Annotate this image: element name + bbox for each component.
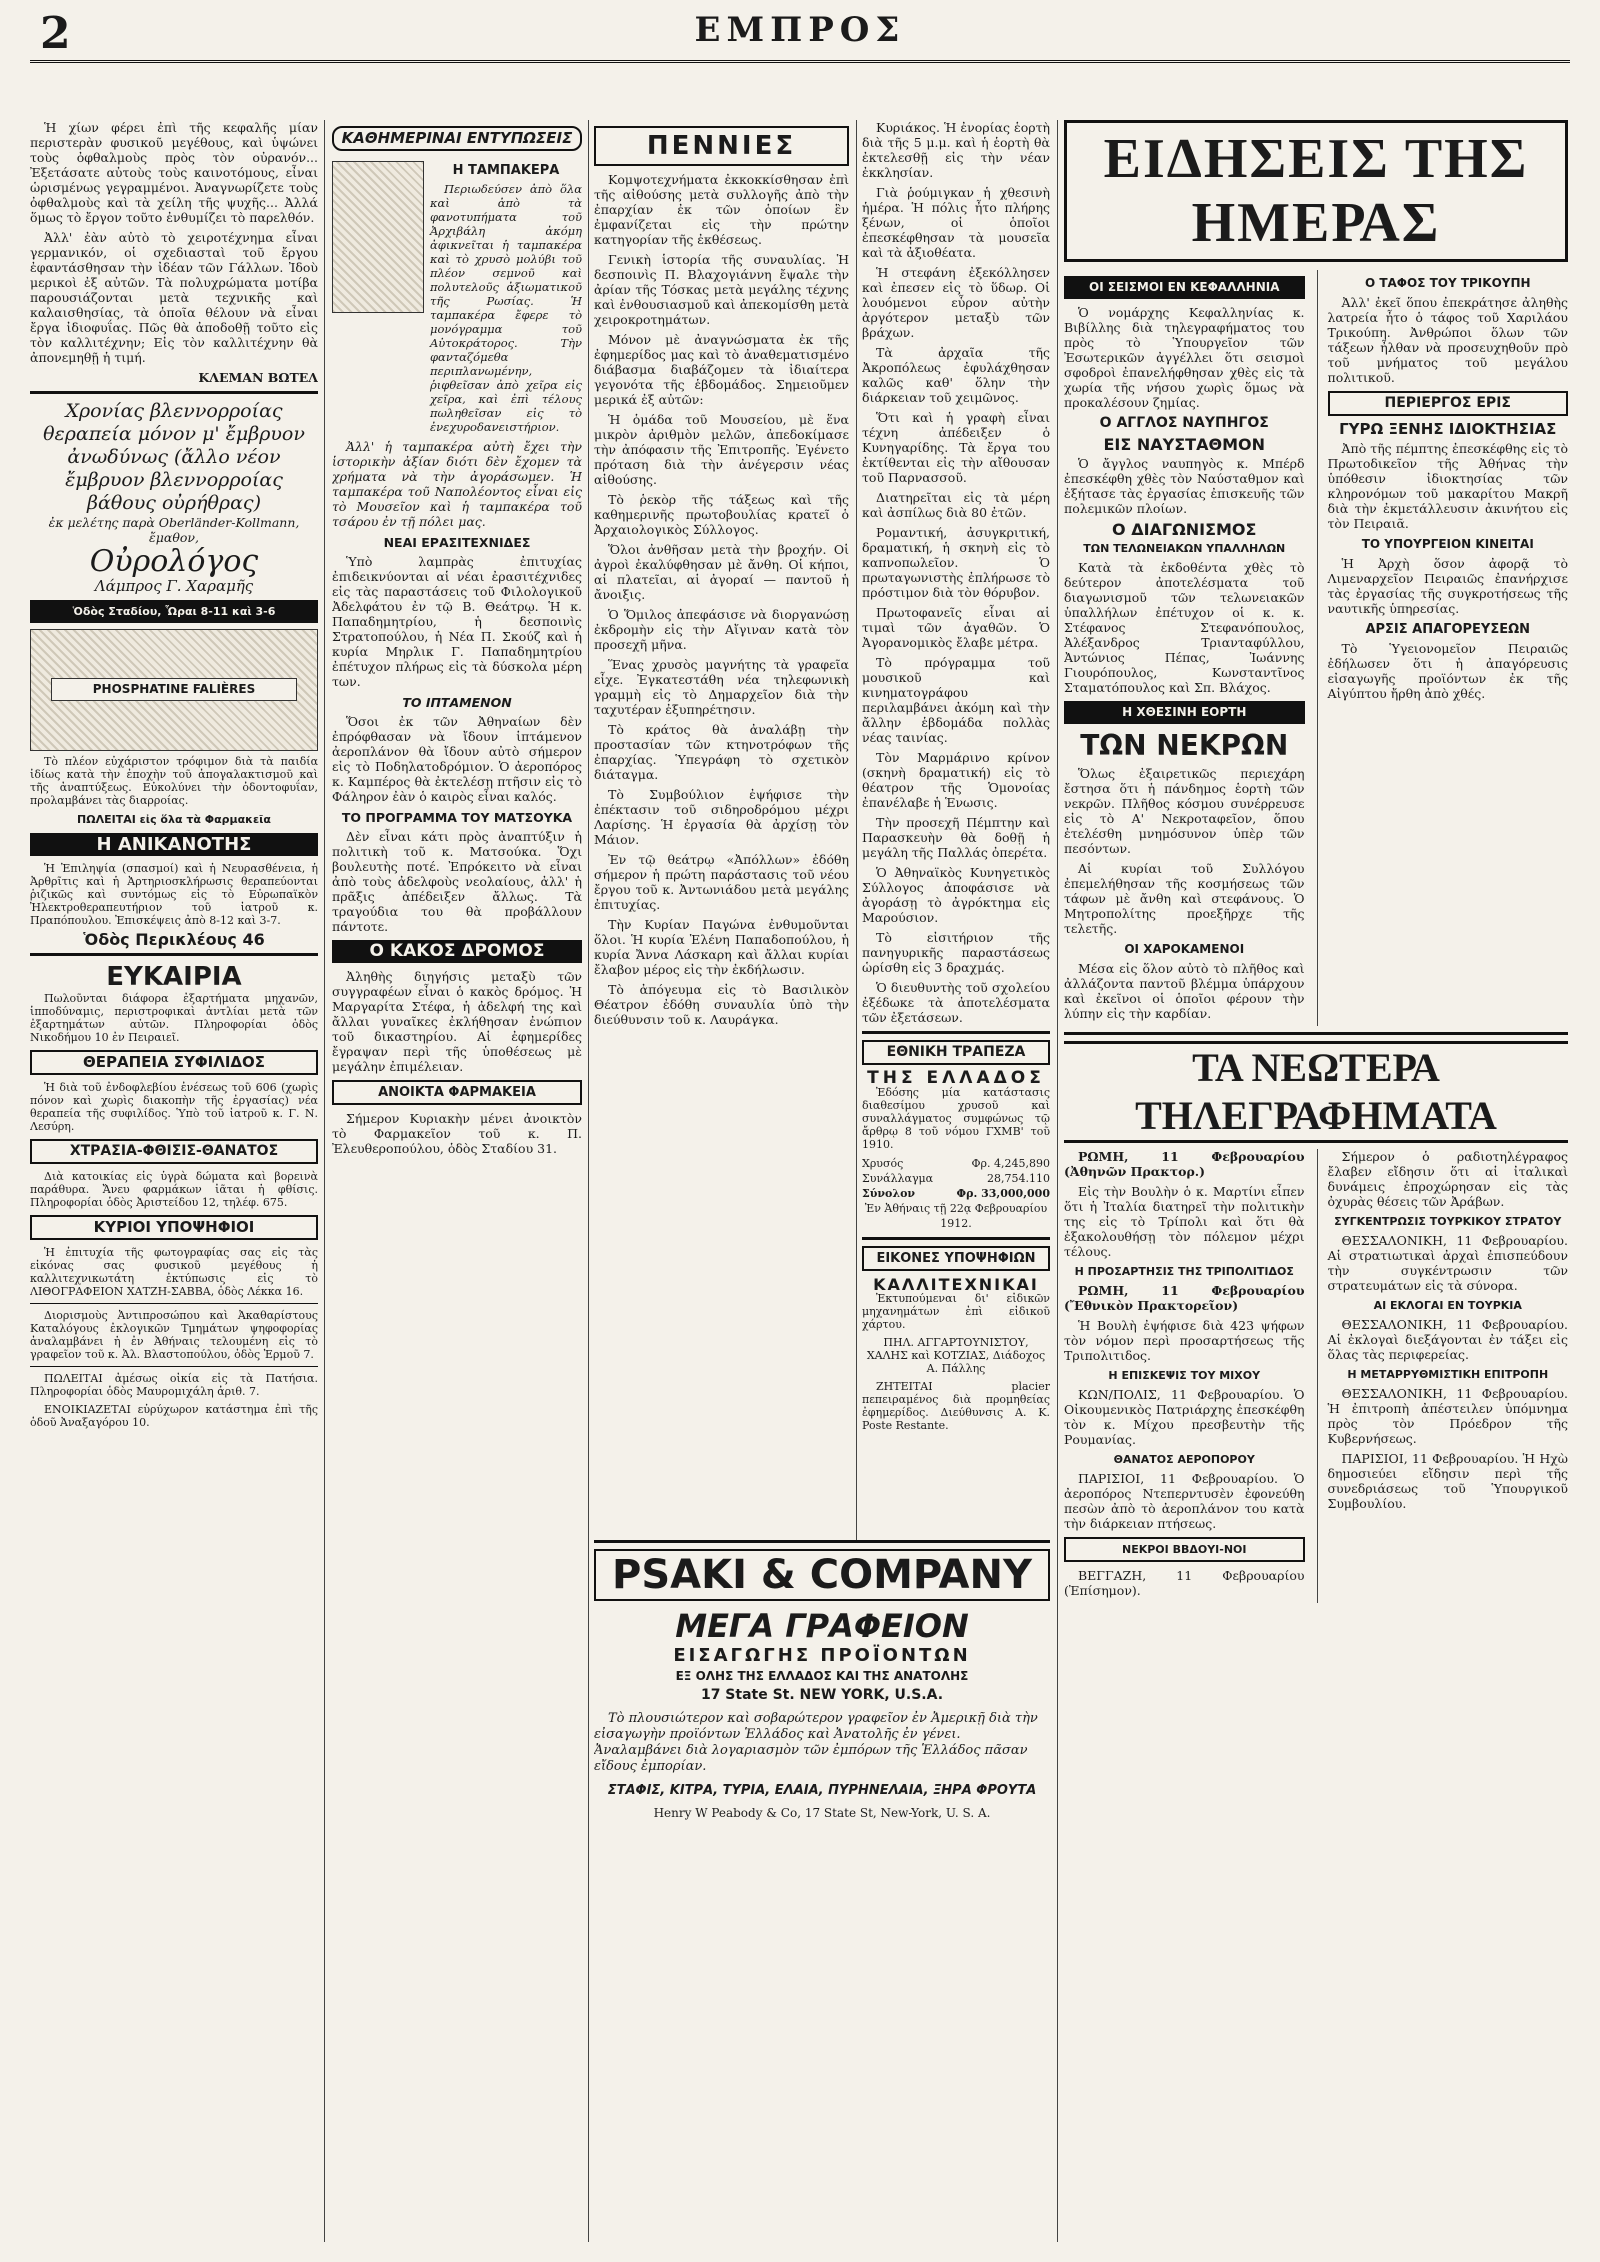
article-paragraph: Ἀλλ' ἐκεῖ ὅπου ἐπεκράτησε ἀληθὴς λατρεία ἦτο ὁ τάφος τοῦ Χαριλάου Τρικούπη. Ἀνθρώποι ὅλων τῶν τάξεων ἦλθαν νὰ προσευχηθοῦν πρὸ τοῦ μνήματος τοῦ μεγάλου πολιτικοῦ.: [1327, 295, 1568, 385]
bank-date: Ἐν Ἀθήναις τῇ 22ᾳ Φεβρουαρίου 1912.: [864, 1202, 1048, 1230]
article-paragraph: Ὁ ἄγγλος ναυπηγὸς κ. Μπέρδ ἐπεσκέφθη χθὲς τὸν Ναύσταθμον καὶ ἐξήτασε τὰς ἐργασίας ἐπισκευῆς τῶν πολεμικῶν πλοίων.: [1064, 456, 1305, 516]
article-paragraph: Ἀπὸ τῆς πέμπτης ἐπεσκέφθης εἰς τὸ Πρωτοδικεῖον τῆς Ἀθήνας τὴν ὑπόθεσιν ἰδιοκτησίας τῶν κληρονόμων τοῦ μακαρίτου Μακρῆ διὰ τὴν ἐκμετάλλευσιν ἀκινήτου εἰς τὸν Πειραιᾶ.: [1327, 441, 1568, 531]
article-paragraph: Κατὰ τὰ ἐκδοθέντα χθὲς τὸ δεύτερον ἀποτελέσματα τοῦ διαγωνισμοῦ τῶν τελωνειακῶν ὑπαλλήλων ἐπέτυχον οἱ κ. κ. Στέφανος Στεφανόπουλος, Ἀλέξανδρος Τριανταφύλλου, Ἀντώνιος Πέπας, Ἰωάννης Γιουρόπουλος, Κωνσταντῖνος Σταματόπουλος καὶ Σπ. Βλάχος.: [1064, 560, 1305, 695]
bank-row: [862, 1171, 1050, 1186]
telegram-text: Ἡ Βουλὴ ἐψήφισε διὰ 423 ψήφων τὸν νόμον περὶ προσαρτήσεως τῆς Τριπολιτιδος.: [1064, 1318, 1305, 1363]
article-headline: Ο ΤΑΦΟΣ ΤΟΥ ΤΡΙΚΟΥΠΗ: [1364, 276, 1531, 290]
article-subheadline: ΤΩΝ ΝΕΚΡΩΝ: [1080, 729, 1289, 762]
telegram-dateline: ΡΩΜΗ, 11 Φεβρουαρίου (Ἀθηνῶν Πρακτορ.): [1064, 1149, 1305, 1179]
news-subcolumn: [1064, 270, 1305, 1026]
psaki-advertisement: [594, 1540, 1050, 2243]
telegram-headline: Η ΜΕΤΑΡΡΥΘΜΙΣΤΙΚΗ ΕΠΙΤΡΟΠΗ: [1347, 1368, 1549, 1381]
article-paragraph: Ἡ χίων φέρει ἐπὶ τῆς κεφαλῆς μίαν περιστερὰν φυσικοῦ μεγέθους, καὶ ὑψώνει τοὺς ὀφθαλμοὺς πρὸς τὸν οὐρανόν... Ἐξετάσατε αὐτοὺς τοὺς καινοτόμους, εἶναι ὡρισμένως γεγραμμένοι. Ἀναγνωρίζετε τοὺς ὀφθαλμοὺς καὶ τὰ χείλη τῆς ψυχῆς... Ἀλλά ὅμως τὸ ἔργον τοῦτο ἐνθυμίζει τὸ παρελθόν.: [30, 120, 318, 225]
news-item: Διατηρεῖται εἰς τὰ μέρη καὶ ἀσπίλως διὰ 80 ἐτῶν.: [862, 490, 1050, 520]
ad-goods: ΣΤΑΦΙΣ, ΚΙΤΡΑ, ΤΥΡΙΑ, ΕΛΑΙΑ, ΠΥΡΗΝΕΛΑΙΑ, ΞΗΡΑ ΦΡΟΥΤΑ: [607, 1783, 1037, 1798]
divider: [1064, 1032, 1568, 1035]
article-headline: Η ΤΑΜΠΑΚΕΡΑ: [452, 163, 560, 178]
telegram-text: Σήμερον ὁ ραδιοτηλέγραφος ἔλαβεν εἴδησιν ὅτι αἱ ἰταλικαὶ δυνάμεις ἐπροχώρησαν εἰς τὰς ὀχυρὰς θέσεις τῶν Ἀράβων.: [1327, 1149, 1568, 1209]
news-item: Ἕνας χρυσὸς μαγνήτης τὰ γραφεῖα εἶχε. Ἐγκατεστάθη νέα τηλεφωνικὴ γραμμὴ εἰς τὸ Δημαρχεῖον διὰ τὴν ταχυτέραν ἐξυπηρέτησιν.: [594, 657, 849, 717]
bank-text: Ἐδόσης μία κατάστασις διαθεσίμου χρυσοῦ καὶ συναλλάγματος συμφώνως τῷ ἄρθρῳ 8 τοῦ νόμου ΓΧΜΒ' τοῦ 1910.: [862, 1086, 1050, 1151]
bank-row-label: Σύνολον: [862, 1187, 916, 1200]
news-item: Ρομαντική, ἀσυγκριτική, δραματική, ἡ σκηνὴ εἰς τὸ καπνοπωλεῖον. Ὁ πρωταγωνιστὴς ἐπλήρωσε τὸ πρόστιμον διὰ τὸν θόρυβον.: [862, 525, 1050, 600]
column-rule: [1057, 120, 1058, 2242]
ad-subheadline: ΕΙΣΑΓΩΓΗΣ ΠΡΟΪΟΝΤΩΝ: [673, 1645, 971, 1666]
phosphatine-illustration: [30, 629, 318, 751]
divider: [30, 1366, 318, 1367]
ad-text: Διὰ κατοικίας εἰς ὑγρὰ δώματα καὶ βορεινὰ παράθυρα. Ἄνευ φαρμάκων ἰᾶται ἡ φθίσις. Πληροφορίαι ὁδὸς Ἀριστείδου 12, τηλέφ. 675.: [30, 1170, 318, 1209]
news-item: Κυριάκος. Ἡ ἐνορίας ἑορτὴ διὰ τῆς 5 μ.μ. καὶ ἡ ἑορτὴ θὰ ἐκτελεσθῇ εἰς τὴν νέαν ἐκκλησίαν.: [862, 120, 1050, 180]
ad-text: ΖΗΤΕΙΤΑΙ placier πεπειραμένος διὰ προμηθείας ἐφημερίδος. Διεύθυνσις Α. Κ. Poste Restante.: [862, 1380, 1050, 1432]
news-item: Τὴν Κυρίαν Παγώνα ἐνθυμοῦνται ὅλοι. Ἡ κυρία Ἑλένη Παπαδοπούλου, ἡ κυρία Ἄννα Λάσκαρη καὶ ἄλλαι κυρίαι ἔλαβον μέρος εἰς τὴν ἐκδήλωσιν.: [594, 917, 849, 977]
bank-row-value: Φρ. 33,000,000: [956, 1187, 1050, 1200]
article-headline: ΑΡΣΙΣ ΑΠΑΓΟΡΕΥΣΕΩΝ: [1365, 622, 1531, 637]
telegrams-title: ΤΑ ΝΕΩΤΕΡΑ ΤΗΛΕΓΡΑΦΗΜΑΤΑ: [1064, 1041, 1568, 1143]
divider: [862, 1237, 1050, 1240]
ad-text: Ἡ ἐπιτυχία τῆς φωτογραφίας σας εἰς τὰς εἰκόνας σας φυσικοῦ μεγέθους ἡ καλλιτεχνικωτάτη ἐκτύπωσις εἰς τὸ ΛΙΘΟΓΡΑΦΕΙΟΝ ΧΑΤΖΗ-ΣΑΒΒΑ, ὁδὸς Λέκκα 16.: [30, 1246, 318, 1298]
news-subcolumn: [1317, 270, 1569, 1026]
ad-headline: ΜΕΓΑ ΓΡΑΦΕΙΟΝ: [675, 1607, 969, 1645]
ad-headline: ΧΤΡΑΣΙΑ-ΦΘΙΣΙΣ-ΘΑΝΑΤΟΣ: [30, 1139, 318, 1164]
column-1: [30, 120, 318, 2242]
telegram-headline: ΑΙ ΕΚΛΟΓΑΙ ΕΝ ΤΟΥΡΚΙΑ: [1373, 1299, 1522, 1312]
telegram-text: ΒΕΓΓΑΖΗ, 11 Φεβρουαρίου (Ἐπίσημον).: [1064, 1568, 1305, 1598]
article-paragraph: Περιωδεύσεν ἀπὸ ὅλα καὶ ἀπὸ τὰ φανοτυπήματα τοῦ Ἀρχιβάλη ἀκόμη ἀφικνεῖται ἡ ταμπακέρα καὶ τὸ χρυσὸ μολύβι τοῦ πλέον σεμνοῦ καὶ πολυτελοῦς ἀξιωματικοῦ τῆς Ρωσίας. Ἡ ταμπακέρα ἔφερε τὸ μονόγραμμα τοῦ Αὐτοκράτορος. Τὴν φανταζόμεθα περιπλανωμένην, ῥιφθεῖσαν ἀπὸ χεῖρα εἰς χεῖρα, καὶ ἐπὶ τέλους πωληθεῖσαν εἰς τὸ ἐνεχυροδανειστήριον.: [430, 182, 582, 434]
telegram-text: ΠΑΡΙΣΙΟΙ, 11 Φεβρουαρίου. Ὁ ἀεροπόρος Ντεπερντυσὲν ἐφονεύθη πεσὼν ἀπὸ τὸ ἀεροπλάνον του κατὰ τὴν διάρκειαν πτήσεως.: [1064, 1471, 1305, 1531]
newspaper-name: ΕΜΠΡΟΣ: [694, 10, 906, 50]
divider: [30, 1303, 318, 1304]
news-item: Γενικὴ ἱστορία τῆς συναυλίας. Ἡ δεσποινὶς Π. Βλαχογιάννη ἔψαλε τὴν ἀρίαν τῆς Τόσκας μετὰ μεγάλης τέχνης καὶ ἐνθουσιασμοῦ καὶ ἀπεκομίσθη μετὰ χειροκροτημάτων.: [594, 252, 849, 327]
divider: [30, 953, 318, 956]
news-item: Τὸ πρόγραμμα τοῦ μουσικοῦ καὶ κινηματογράφου περιλαμβάνει ἀκόμη καὶ τὴν ἄλλην ἑβδομάδα πολλὰς νέας ταινίας.: [862, 655, 1050, 745]
ad-text: Διορισμοὺς Ἀντιπροσώπου καὶ Ἀκαθαρίστους Καταλόγους ἐκλογικῶν Τμημάτων ψηφοφορίας ἀναλαμβάνει ἡ ἐν Ἀθήναις τελουμένη εἰς τὸ γραφεῖον τοῦ κ. Ἀλ. Βλαστοπούλου, ὁδὸς Ἑρμοῦ 7.: [30, 1309, 318, 1361]
ad-subheadline: ΚΑΛΛΙΤΕΧΝΙΚΑΙ: [873, 1275, 1039, 1294]
article-subheadline: ΓΥΡΩ ΞΕΝΗΣ ΙΔΙΟΚΤΗΣΙΑΣ: [1339, 420, 1557, 438]
news-item: Πρωτοφανεῖς εἶναι αἱ τιμαὶ τῶν ἀγαθῶν. Ὁ Ἀγορανομικὸς ἔλαβε μέτρα.: [862, 605, 1050, 650]
news-item: Ὁ Ὅμιλος ἀπεφάσισε νὰ διοργανώσῃ ἐκδρομὴν εἰς τὴν Αἴγιναν κατὰ τὸν προσεχῆ μῆνα.: [594, 607, 849, 652]
news-item: Μόνον μὲ ἀναγνώσματα ἐκ τῆς ἐφημερίδος μας καὶ τὸ ἀναθεματισμένο διάβασμα διαβάζομεν τὰ ἰδιαίτερα γεγονότα τῆς ἑβδομάδος. Σημειοῦμεν μερικά ἐξ αὐτῶν:: [594, 332, 849, 407]
article-headline: ΤΟ ΥΠΟΥΡΓΕΙΟΝ ΚΙΝΕΙΤΑΙ: [1361, 537, 1534, 551]
column-5: [1064, 120, 1568, 2242]
telegram-headline: ΣΥΓΚΕΝΤΡΩΣΙΣ ΤΟΥΡΚΙΚΟΥ ΣΤΡΑΤΟΥ: [1334, 1215, 1562, 1228]
ad-text: Πωλοῦνται διάφορα ἐξαρτήματα μηχανῶν, ἱπποδύναμις, περιστροφικαὶ ἀντλίαι μετὰ τῶν ἐξαρτημάτων αὐτῶν. Πληροφορίαι ὁδὸς Νικοδήμου 10 ἐν Πειραιεῖ.: [30, 992, 318, 1044]
article-subheadline: ΕΙΣ ΝΑΥΣΤΑΘΜΟΝ: [1103, 435, 1265, 454]
article-headline: Ο ΑΓΓΛΟΣ ΝΑΥΠΗΓΟΣ: [1099, 415, 1269, 431]
ad-headline: ΕΙΚΟΝΕΣ ΥΠΟΨΗΦΙΩΝ: [862, 1246, 1050, 1271]
article-headline: Ο ΔΙΑΓΩΝΙΣΜΟΣ: [1112, 520, 1257, 539]
news-item: Τὴν προσεχῆ Πέμπτην καὶ Παρασκευὴν θὰ δοθῇ ἡ μεγάλη τῆς Παλλάς ὀπερέτα.: [862, 815, 1050, 860]
ad-text: Τὸ πλουσιώτερον καὶ σοβαρώτερον γραφεῖον ἐν Ἀμερικῇ διὰ τὴν εἰσαγωγὴν προϊόντων Ἑλλάδος καὶ Ἀνατολῆς ἐν γένει. Ἀναλαμβάνει διὰ λογαριασμὸν τῶν ἐμπόρων τῆς Ἑλλάδος πᾶσαν εἴδους ἐμπορίαν.: [594, 1711, 1038, 1774]
column-rule: [588, 120, 589, 2242]
ad-text: ΕΝΟΙΚΙΑΖΕΤΑΙ εὐρύχωρον κατάστημα ἐπὶ τῆς ὁδοῦ Ἀναξαγόρου 10.: [30, 1403, 318, 1429]
news-item: Ὅτι καὶ ἡ γραφὴ εἶναι τέχνη ἀπέδειξεν ὁ Κυνηγαρίδης. Τὰ ἔργα του ἐκτίθενται εἰς τὴν αἴθουσαν τοῦ Παρνασσοῦ.: [862, 410, 1050, 485]
column-header: ΠΕΝΝΙΕΣ: [594, 126, 849, 166]
article-subheadline: ΤΩΝ ΤΕΛΩΝΕΙΑΚΩΝ ΥΠΑΛΛΗΛΩΝ: [1083, 542, 1286, 555]
news-item: Τὸ κράτος θὰ ἀναλάβῃ τὴν προστασίαν τῶν κτηνοτρόφων τῆς ἐπαρχίας. Ὑπεγράφη τὸ σχετικὸν διάταγμα.: [594, 722, 849, 782]
lead-article: [332, 157, 582, 439]
news-item: Γιὰ ῥούμιγκαν ἡ χθεσινὴ ἡμέρα. Ἡ πόλις ἦτο πλήρης ξένων, οἱ ὁποῖοι ἐπεσκέφθησαν τὰ μουσεῖα καὶ τὰ ἀξιοθέατα.: [862, 185, 1050, 260]
article-headline: ΤΟ ΙΠΤΑΜΕΝΟΝ: [402, 695, 512, 710]
ad-text: ΠΩΛΕΙΤΑΙ ἀμέσως οἰκία εἰς τὰ Πατήσια. Πληροφορίαι ὁδὸς Μαυρομιχάλη ἀριθ. 7.: [30, 1372, 318, 1398]
ad-address: Ὁδὸς Περικλέους 46: [83, 930, 265, 949]
section-banner: ΚΑΘΗΜΕΡΙΝΑΙ ΕΝΤΥΠΩΣΕΙΣ: [332, 126, 582, 151]
bank-row-value: Φρ. 4,245,890: [971, 1157, 1050, 1170]
telegram-text: ΘΕΣΣΑΛΟΝΙΚΗ, 11 Φεβρουαρίου. Αἱ ἐκλογαὶ διεξάγονται ἐν τάξει εἰς ὅλας τὰς περιφερείας.: [1327, 1317, 1568, 1362]
bank-row: [862, 1156, 1050, 1171]
news-item: Τὸν Μαρμάρινο κρίνον (σκηνὴ δραματική) εἰς τὸ θέατρον τῆς Ὁμονοίας ἐπανέλαβε ἡ Ἑνωσις.: [862, 750, 1050, 810]
article-paragraph: Ἡ Ἀρχὴ ὅσον ἀφορᾷ τὸ Λιμεναρχεῖον Πειραιῶς ἐπανήρχισε τὰς ἐργασίας τῆς συγκροτήσεως τῆς ναυτικῆς ὑπηρεσίας.: [1327, 556, 1568, 616]
ad-text: ἐκ μελέτης παρὰ Oberländer-Kollmann, ἔμαθον,: [48, 515, 300, 545]
article-signature: ΚΛΕΜΑΝ ΒΩΤΕΛ: [198, 370, 318, 385]
masthead: [30, 8, 1570, 120]
bank-title: ΕΘΝΙΚΗ ΤΡΑΠΕΖΑ: [862, 1040, 1050, 1065]
bank-row-label: Συνάλλαγμα: [862, 1172, 934, 1185]
news-item: Ἐν τῷ θεάτρῳ «Ἀπόλλων» ἐδόθη σήμερον ἡ πρώτη παράστασις τοῦ νέου ἔργου τοῦ κ. Ἀντωνιάδου μετὰ μεγάλης ἐπιτυχίας.: [594, 852, 849, 912]
article-headline: ΝΕΑΙ ΕΡΑΣΙΤΕΧΝΙΔΕΣ: [383, 535, 531, 550]
ad-text: ΕΞ ΟΛΗΣ ΤΗΣ ΕΛΛΑΔΟΣ ΚΑΙ ΤΗΣ ΑΝΑΤΟΛΗΣ: [675, 1669, 969, 1683]
page-number: 2: [40, 8, 71, 59]
news-item: Ὅλοι ἀνθῆσαν μετὰ τὴν βροχήν. Οἱ ἀγροὶ ἐκαλύφθησαν μὲ ἄνθη. Οἱ κήποι, αἱ πλατεῖαι, αἱ ἀγοραί — παντοῦ ἡ ἄνοιξις.: [594, 542, 849, 602]
ad-text: Ἡ διὰ τοῦ ἐνδοφλεβίου ἐνέσεως τοῦ 606 (χωρὶς πόνον καὶ χωρὶς διακοπὴν τῆς ἐργασίας) νέα θεραπεία τῆς συφιλίδος. Ὑπὸ τοῦ ἰατροῦ κ. Γ. Ν. Λεσύρη.: [30, 1081, 318, 1133]
divider: [30, 391, 318, 394]
telegram-text: ΘΕΣΣΑΛΟΝΙΚΗ, 11 Φεβρουαρίου. Ἡ ἐπιτροπὴ ἀπέστειλεν ὑπόμνημα πρὸς τὸν Πρόεδρον τῆς Κυβερνήσεως.: [1327, 1386, 1568, 1446]
article-headline: Η ΧΘΕΣΙΝΗ ΕΟΡΤΗ: [1064, 701, 1305, 724]
telegram-headline: ΘΑΝΑΤΟΣ ΑΕΡΟΠΟΡΟΥ: [1113, 1453, 1255, 1466]
telegram-subcolumn: [1317, 1149, 1569, 1603]
ad-headline: ΚΥΡΙΟΙ ΥΠΟΨΗΦΙΟΙ: [30, 1215, 318, 1240]
article-paragraph: Ἀλλ' ἐὰν αὐτὸ τὸ χειροτέχνημα εἶναι γερμανικόν, οἱ σχεδιασταὶ τοῦ ἔργου ἐφαντάσθησαν τὴν ἰδέαν τῶν Γάλλων. Ἰδοὺ μερικοὶ ἐξ αὐτῶν. Τὰ πολυχρώματα μοτίβα παρουσιάζονται μετὰ τεχνικῆς καὶ καλαισθησίας, τὰ ὁποῖα θέλουν νὰ εἶναι ἔργα ἰδιοφυΐας. Πῶς θὰ ἀποδοθῇ τοῦτο εἰς τὸν καλλιτέχνην; Εἰς τὸν καλλιτέχνην θὰ ἀπονεμηθῇ ἡ τιμή.: [30, 230, 318, 365]
telegram-text: Εἰς τὴν Βουλὴν ὁ κ. Μαρτίνι εἶπεν ὅτι ἡ Ἰταλία διατηρεῖ τὴν πολιτικὴν της εἰς τὸ Τρίπολι καὶ ὅτι θὰ ἐξακολουθήσῃ τὸν πόλεμον μέχρι τέλους.: [1064, 1184, 1305, 1259]
article-headline: ΑΝΟΙΚΤΑ ΦΑΡΜΑΚΕΙΑ: [332, 1080, 582, 1105]
telegram-columns: [1064, 1149, 1568, 1603]
news-item: Ἡ στεφάνη ἐξεκόλλησεν καὶ ἐπεσεν εἰς τὸ ὕδωρ. Οἱ λουόμενοι εὗρον αὐτὴν ἀργότερον μεταξὺ τῶν βράχων.: [862, 265, 1050, 340]
divider: [862, 1031, 1050, 1034]
news-item: Κομψοτεχνήματα ἐκκοκκίσθησαν ἐπὶ τῆς αἰθούσης μετὰ συλλογῆς ἀπὸ τὴν ἐπαρχίαν ἐκ τῶν ὁποίων ἓν ἐμφανίζεται εἰς τὴν πρώτην κατηγορίαν τῆς ἐκθέσεως.: [594, 172, 849, 247]
ad-footer: Henry W Peabody & Co, 17 State St, New-York, U. S. A.: [653, 1806, 991, 1820]
telegram-headline: Η ΕΠΙΣΚΕΨΙΣ ΤΟΥ ΜΙΧΟΥ: [1108, 1369, 1261, 1382]
ad-address: 17 State St. NEW YORK, U.S.A.: [700, 1687, 944, 1703]
telegram-headline: Η ΠΡΟΣΑΡΤΗΣΙΣ ΤΗΣ ΤΡΙΠΟΛΙΤΙΔΟΣ: [1074, 1265, 1294, 1278]
article-paragraph: Ὑπὸ λαμπρὰς ἐπιτυχίας ἐπιδεικνύονται αἱ νέαι ἐρασιτέχνιδες εἰς τὰς παραστάσεις τοῦ Φιλολογικοῦ Ἀδελφάτου ἐν τῷ Β. Θεάτρῳ. Ἡ κ. Παπαδημητρίου, ἡ δεσποινὶς Στρατοπούλου, ἡ Νέα Π. Σκούζ καὶ ἡ κυρία Μηρλικ Γ. Παπαδημητρίου ἐπέτυχον πλήρως εἰς τὰ δύσκολα μέρη των.: [332, 554, 582, 689]
article-headline: ΟΙ ΣΕΙΣΜΟΙ ΕΝ ΚΕΦΑΛΛΗΝΙΑ: [1064, 276, 1305, 299]
article-paragraph: Ἀληθὴς διηγήσις μεταξὺ τῶν συγγραφέων εἶναι ὁ κακὸς δρόμος. Ἡ Μαργαρίτα Στέφα, ἡ ἀδελφή της καὶ ἄλλαι γυναῖκες ἐκλήθησαν ἐνώπιον τοῦ δικαστηρίου. Αἱ ἐφημερίδες ἔγραψαν περὶ τῆς ὑποθέσεως μὲ μεγάλην ἐπιμέλειαν.: [332, 969, 582, 1074]
article-paragraph: Ἀλλ' ἡ ταμπακέρα αὐτὴ ἔχει τὴν ἱστορικὴν ἀξίαν διότι δὲν ἔχομεν τὰ χρήματα νὰ τὴν ἀγοράσωμεν. Ἡ ταμπακέρα τοῦ Ναπολέοντος εἶναι εἰς τὸ Μουσεῖον καὶ ἡ ταμπακέρα τοῦ τσάρου ἐν τῇ πόλει μας.: [332, 439, 582, 529]
column-2: [332, 120, 582, 2242]
ad-label: PHOSPHATINE FALIÈRES: [51, 678, 297, 701]
bank-row-value: 28,754.110: [987, 1172, 1050, 1185]
ad-text: Ἡ Ἐπιληψία (σπασμοί) καὶ ἡ Νευρασθένεια, ἡ Ἀρθρῖτις καὶ ἡ Ἀρτηριοσκλήρωσις θεραπεύονται ῥιζικῶς καὶ συντόμως εἰς τὸ Εὐρωπαϊκὸν Ἠλεκτροθεραπευτήριον τοῦ ἰατροῦ κ. Πραπόπουλου. Ἐπισκέψεις ἀπὸ 8-12 καὶ 3-7.: [30, 862, 318, 927]
article-paragraph: Ὁ νομάρχης Κεφαλληνίας κ. Βιβίλλης διὰ τηλεγραφήματος του πρὸς τὸ Ὑπουργεῖον τῶν Ἐσωτερικῶν ἀγγέλλει ὅτι σεισμοὶ σφοδροὶ ἐπανελήφθησαν χθὲς εἰς τὰ χωρία τῆς νήσου χωρὶς ὅμως νὰ προκαλέσουν ζημίας.: [1064, 305, 1305, 410]
news-item: Ὁ Ἀθηναϊκὸς Κυνηγετικὸς Σύλλογος ἀποφάσισε νὰ ἀγοράσῃ τὸ ἀγρόκτημα εἰς Μαρούσιον.: [862, 865, 1050, 925]
news-item: Ὁ διευθυντὴς τοῦ σχολείου ἐξέδωκε τὰ ἀποτελέσματα τῶν ἐξετάσεων.: [862, 980, 1050, 1025]
column-4: [862, 120, 1050, 1532]
ad-doctor: Λάμπρος Γ. Χαραμῆς: [94, 577, 254, 595]
column-rule: [324, 120, 325, 2242]
article-paragraph: Αἱ κυρίαι τοῦ Συλλόγου ἐπεμελήθησαν τῆς κοσμήσεως τῶν τάφων μὲ ἄνθη καὶ στεφάνους. Ὁ Μητροπολίτης προεξῆρχε τῆς τελετῆς.: [1064, 861, 1305, 936]
ad-address: Ὁδὸς Σταδίου, Ὧραι 8-11 καὶ 3-6: [30, 600, 318, 623]
bank-subtitle: ΤΗΣ ΕΛΛΑΔΟΣ: [867, 1068, 1045, 1088]
ad-name: Οὐρολόγος: [89, 544, 259, 579]
telegram-subcolumn: [1064, 1149, 1305, 1603]
ad-headline: Η ΑΝΙΚΑΝΟΤΗΣ: [30, 833, 318, 856]
ad-headline: ΕΥΚΑΙΡΙΑ: [106, 962, 242, 992]
ad-text: Τὸ πλέον εὐχάριστον τρόφιμον διὰ τὰ παιδία ἰδίως κατὰ τὴν ἐποχὴν τοῦ ἀπογαλακτισμοῦ καὶ τῆς ἀναπτύξεως. Εὐκολύνει τὴν ὀδοντοφυΐαν, προλαμβάνει τὰς διαρροίας.: [30, 755, 318, 807]
news-item: Τὸ Συμβούλιον ἐψήφισε τὴν ἐπέκτασιν τοῦ σιδηροδρόμου μέχρι Λαρίσης. Ἡ ἐργασία θὰ ἀρχίσῃ τὸν Μάιον.: [594, 787, 849, 847]
article-headline: ΟΙ ΧΑΡΟΚΑΜΕΝΟΙ: [1124, 942, 1245, 956]
bank-row: [862, 1186, 1050, 1201]
news-item: Τὸ εἰσιτήριον τῆς πανηγυρικῆς παραστάσεως ὡρίσθη εἰς 3 δραχμάς.: [862, 930, 1050, 975]
ad-headline: ΘΕΡΑΠΕΙΑ ΣΥΦΙΛΙΔΟΣ: [30, 1050, 318, 1075]
telegram-headline: ΝΕΚΡΟΙ ΒΒΔΟΥΙ-ΝΟΙ: [1064, 1537, 1305, 1562]
article-headline: ΤΟ ΠΡΟΓΡΑΜΜΑ ΤΟΥ ΜΑΤΣΟΥΚΑ: [341, 810, 573, 825]
telegram-text: ΠΑΡΙΣΙΟΙ, 11 Φεβρουαρίου. Ἡ Ηχὼ δημοσιεύει εἴδησιν περὶ τῆς συνεδριάσεως τοῦ Ὑπουργικοῦ Συμβουλίου.: [1327, 1451, 1568, 1511]
news-item: Ἡ ὁμάδα τοῦ Μουσείου, μὲ ἕνα μικρὸν ἀριθμὸν μελῶν, ἀπεδοκίμασε τὴν ἀπόφασιν τῆς Ἐπιτροπῆς. Ἐγένετο πρόταση διὰ τὴν ἀνέγερσιν νέας αἰθούσης.: [594, 412, 849, 487]
article-paragraph: Ὅσοι ἐκ τῶν Ἀθηναίων δὲν ἐπρόφθασαν νὰ ἴδουν ἱπτάμενον ἀεροπλάνον θὰ ἴδουν αὐτὸ σήμερον εἰς τὸ Ποδηλατοδρόμιον. Ὁ ἀεροπόρος κ. Καμπέρος θὰ ἐκτελέσῃ πτῆσιν εἰς τὸ Φάληρον ἐὰν ὁ καιρὸς εἶναι καλός.: [332, 714, 582, 804]
ad-text: ΠΩΛΕΙΤΑΙ εἰς ὅλα τὰ Φαρμακεῖα: [77, 813, 271, 826]
telegram-text: ΚΩΝ/ΠΟΛΙΣ, 11 Φεβρουαρίου. Ὁ Οἰκουμενικὸς Πατριάρχης ἐπεσκέφθη τὸν κ. Μίχου πρεσβευτὴν τῆς Ρουμανίας.: [1064, 1387, 1305, 1447]
telegram-dateline: ΡΩΜΗ, 11 Φεβρουαρίου (Ἔθνικὸν Πρακτορεῖον): [1064, 1283, 1305, 1313]
ad-text: Ἐκτυπούμεναι δι' εἰδικῶν μηχανημάτων ἐπὶ εἰδικοῦ χάρτου.: [862, 1292, 1050, 1331]
news-columns: [1064, 270, 1568, 1026]
article-paragraph: Σήμερον Κυριακὴν μένει ἀνοικτὸν τὸ Φαρμακεῖον τοῦ κ. Π. Ἐλευθεροπούλου, ὁδὸς Σταδίου 31.: [332, 1111, 582, 1156]
article-paragraph: Μέσα εἰς ὅλον αὐτὸ τὸ πλῆθος καὶ ἀλλάζοντα παντοῦ βλέμμα ὑπάρχουν καὶ ἐκεῖνοι οἱ ὁποῖοι φέρουν τὴν λύπην εἰς τὴν καρδίαν.: [1064, 961, 1305, 1021]
masthead-rule: [30, 60, 1570, 63]
article-paragraph: Ὅλως ἐξαιρετικῶς περιεχάρη ἔστησα ὅτι ἡ πάνδημος ἑορτὴ τῶν νεκρῶν. Πλῆθος κόσμου συνέρρευσε εἰς τὸ Α' Νεκροταφεῖον, ὅπου ἐτελέσθη μνημόσυνον ὑπὲρ τῶν πεσόντων.: [1064, 766, 1305, 856]
article-headline: ΠΕΡΙΕΡΓΟΣ ΕΡΙΣ: [1328, 391, 1569, 416]
article-paragraph: Δὲν εἶναι κάτι πρὸς ἀναπτύξιν ἡ πολιτικὴ τοῦ κ. Ματσούκα. Ὅχι βουλευτὴς ποτέ. Ἐπρόκειτο νὰ εἶναι ἀπὸ τοὺς ἀδελφοὺς νεολαίους, ἀλλ' ἡ πρᾶξις ἀπέδειξεν ἄλλως. Τὰ τραγούδια του θὰ προβάλλουν πάντοτε.: [332, 829, 582, 934]
peacock-illustration: [332, 161, 424, 313]
article-headline: Ο ΚΑΚΟΣ ΔΡΟΜΟΣ: [332, 940, 582, 963]
section-title: ΕΙΔΗΣΕΙΣ ΤΗΣ ΗΜΕΡΑΣ: [1064, 120, 1568, 262]
telegram-text: ΘΕΣΣΑΛΟΝΙΚΗ, 11 Φεβρουαρίου. Αἱ στρατιωτικαὶ ἀρχαὶ ἐπισπεύδουν τὴν συγκέντρωσιν τῶν στρατευμάτων εἰς τὰ σύνορα.: [1327, 1233, 1568, 1293]
article-paragraph: Τὸ Ὑγειονομεῖον Πειραιῶς ἐδήλωσεν ὅτι ἡ ἀπαγόρευσις εἰσαγωγῆς προϊόντων ἐκ τῆς Αἰγύπτου ἤρθη ἀπὸ χθές.: [1327, 641, 1568, 701]
ad-company-name: PSAKI & COMPANY: [594, 1549, 1050, 1601]
news-item: Τὸ ἀπόγευμα εἰς τὸ Βασιλικὸν Θέατρον ἐδόθη συναυλία ὑπὸ τὴν διεύθυνσιν τοῦ κ. Λαυράγκα.: [594, 982, 849, 1027]
news-item: Τὰ ἀρχαῖα τῆς Ἀκροπόλεως ἐφυλάχθησαν καλῶς καθ' ὅλην τὴν διάρκειαν τοῦ χειμῶνος.: [862, 345, 1050, 405]
ad-headline: Χρονίας βλεννορροίας θεραπεία μόνον μ' ἔμβρυον ἀνωδύνως (ἄλλο νέον ἔμβρυον βλεννορροίας βάθους οὐρήθρας): [43, 400, 305, 514]
ad-text: ΠΗΛ. ΑΓΓΑΡΤΟΥΝΙΣΤΟΥ, ΧΑΛΗΣ καὶ ΚΟΤΖΙΑΣ, Διάδοχος Α. Πάλλης: [866, 1336, 1046, 1375]
news-item: Τὸ ῥεκὸρ τῆς τάξεως καὶ τῆς καθημερινῆς πρωτοβουλίας κρατεῖ ὁ Ἀρχαιολογικὸς Σύλλογος.: [594, 492, 849, 537]
bank-row-label: Χρυσός: [862, 1157, 904, 1170]
